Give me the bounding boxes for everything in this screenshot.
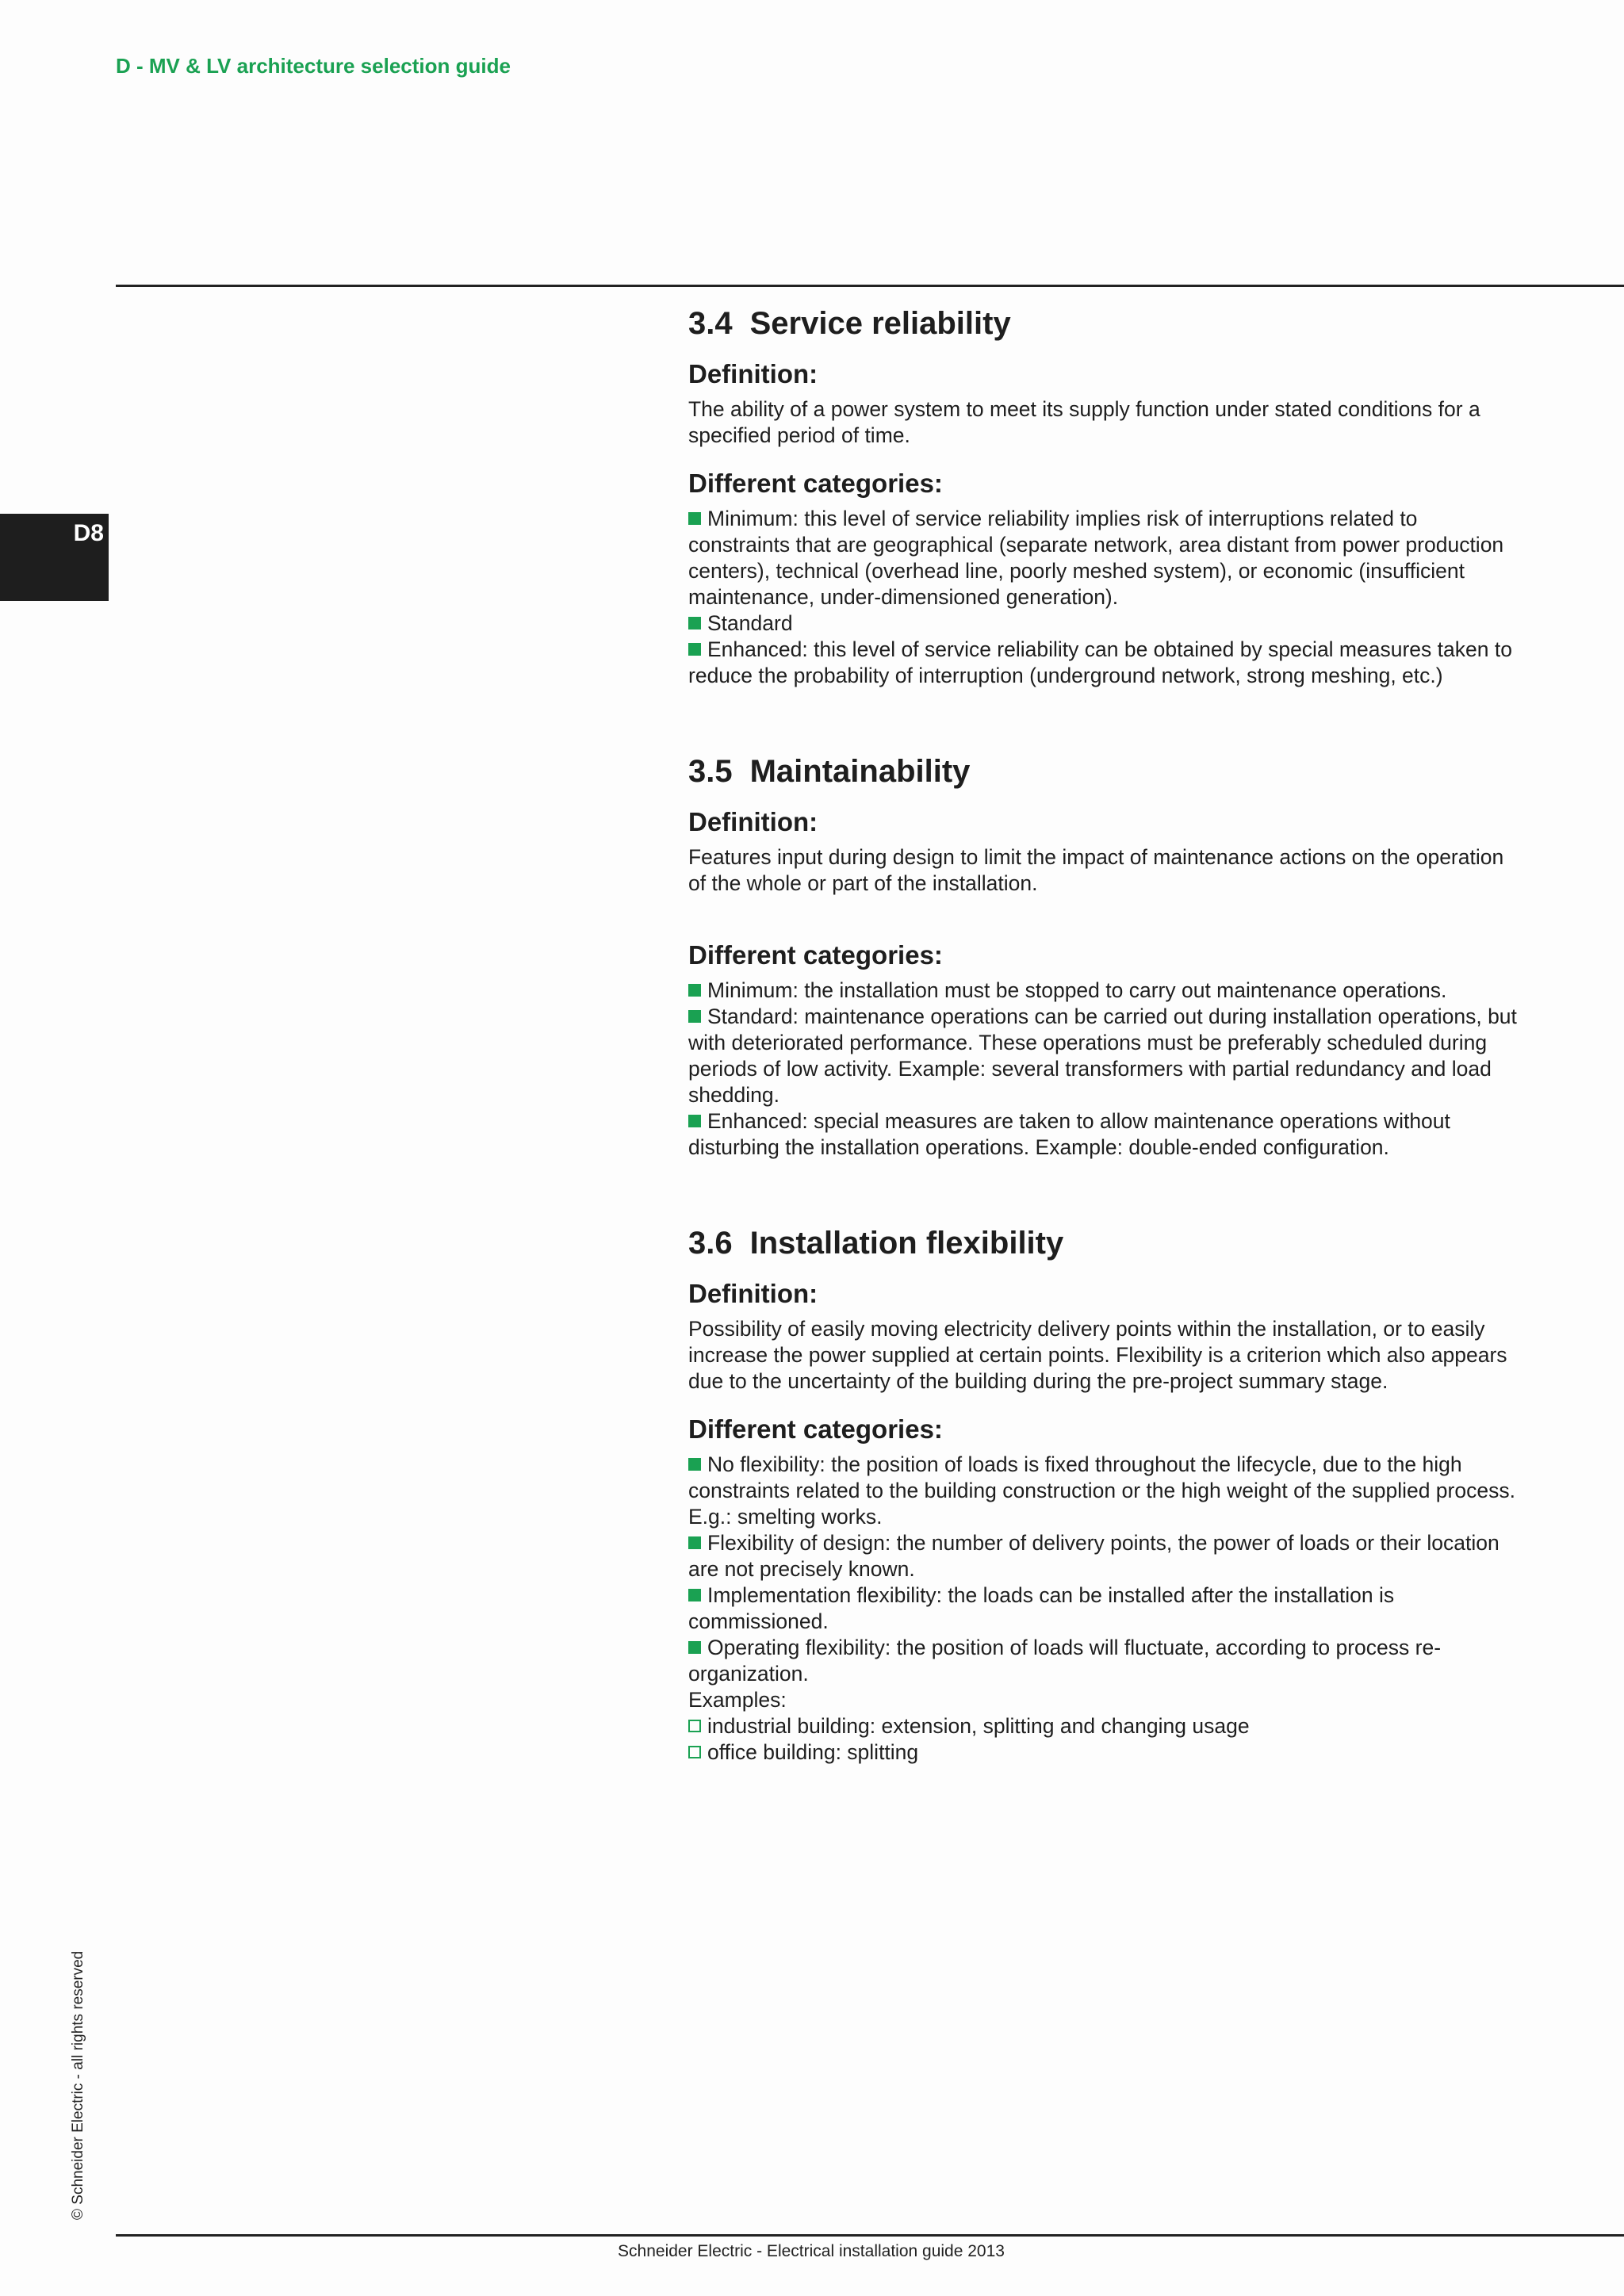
square-bullet-icon [688,512,701,525]
list-item: Enhanced: this level of service reliability can be obtained by special measures taken to reduce the probability of interruption (underground network, strong meshing, etc.) [688,637,1512,687]
section-title: Service reliability [749,306,1011,341]
list-item: Standard [688,610,1521,637]
list-item: Implementation flexibility: the loads can be installed after the installation is commissioned. [688,1583,1395,1633]
section-heading [688,1221,1521,1265]
definition-text: The ability of a power system to meet its supply function under stated conditions for a specified period of time. [688,397,1480,447]
square-bullet-icon [688,617,701,629]
section-maintainability [688,749,1521,1161]
section-number: 3.6 [688,1226,733,1261]
categories-list [688,506,1521,689]
square-bullet-icon [688,1589,701,1601]
square-bullet-icon [688,1641,701,1654]
section-title: Installation flexibility [749,1226,1064,1261]
section-number: 3.5 [688,754,733,789]
square-bullet-icon [688,1458,701,1471]
running-header: D - MV & LV architecture selection guide [116,54,511,78]
square-bullet-icon [688,1010,701,1023]
example-item: office building: splitting [688,1739,1521,1766]
section-number: 3.4 [688,306,733,341]
categories-list [688,1452,1521,1766]
list-item: Minimum: this level of service reliability implies risk of interruptions related to constraints that are geographical (separate network, area distant from power production centers), technical (overhead line, poorly meshed system), or economic (insufficient maintenance, under-dimensioned generation). [688,507,1504,609]
definition-text: Possibility of easily moving electricity delivery points within the installation, or to easily increase the power supplied at certain points. Flexibility is a criterion which also appears due to the uncertainty of the building during the pre-project summary stage. [688,1317,1507,1393]
list-item: Operating flexibility: the position of loads will fluctuate, according to process re-organization. [688,1636,1442,1686]
hollow-square-bullet-icon [688,1720,701,1732]
footer-text: Schneider Electric - Electrical installation guide 2013 [618,2242,1005,2260]
square-bullet-icon [688,643,701,656]
list-item: Enhanced: special measures are taken to allow maintenance operations without disturbing the installation operations. Example: double-ended configuration. [688,1109,1450,1159]
section-installation-flexibility [688,1221,1521,1766]
definition-heading: Definition: [688,1279,818,1308]
definition-heading: Definition: [688,807,818,836]
section-service-reliability [688,301,1521,689]
hollow-square-bullet-icon [688,1746,701,1758]
categories-heading: Different categories: [688,469,943,498]
main-content [688,301,1521,1766]
page-number-tab [0,514,109,601]
page-number: D8 [73,520,104,546]
list-item: Minimum: the installation must be stopped to carry out maintenance operations. [688,978,1521,1004]
categories-heading: Different categories: [688,1414,943,1444]
section-heading [688,301,1521,346]
list-item: No flexibility: the position of loads is fixed throughout the lifecycle, due to the high constraints related to the building construction or the high weight of the supplied process. E.g.: smelting works. [688,1452,1515,1529]
square-bullet-icon [688,1115,701,1127]
square-bullet-icon [688,1536,701,1549]
example-item: industrial building: extension, splitting and changing usage [688,1713,1521,1739]
list-item: Standard: maintenance operations can be carried out during installation operations, but with deteriorated performance. These operations must be preferably scheduled during periods of low activity. Example: several transformers with partial redundancy and load shedding. [688,1004,1517,1107]
top-divider [116,285,1624,287]
definition-heading: Definition: [688,359,818,388]
square-bullet-icon [688,984,701,997]
copyright-notice: © Schneider Electric - all rights reserved [70,1950,86,2220]
examples-label: Examples: [688,1688,787,1712]
categories-heading: Different categories: [688,940,943,970]
bottom-divider [116,2234,1624,2237]
section-title: Maintainability [749,754,971,789]
categories-list [688,978,1521,1161]
footer [0,2242,1624,2261]
section-heading [688,749,1521,794]
list-item: Flexibility of design: the number of delivery points, the power of loads or their location are not precisely known. [688,1531,1500,1581]
definition-text: Features input during design to limit the impact of maintenance actions on the operation of the whole or part of the installation. [688,845,1504,895]
